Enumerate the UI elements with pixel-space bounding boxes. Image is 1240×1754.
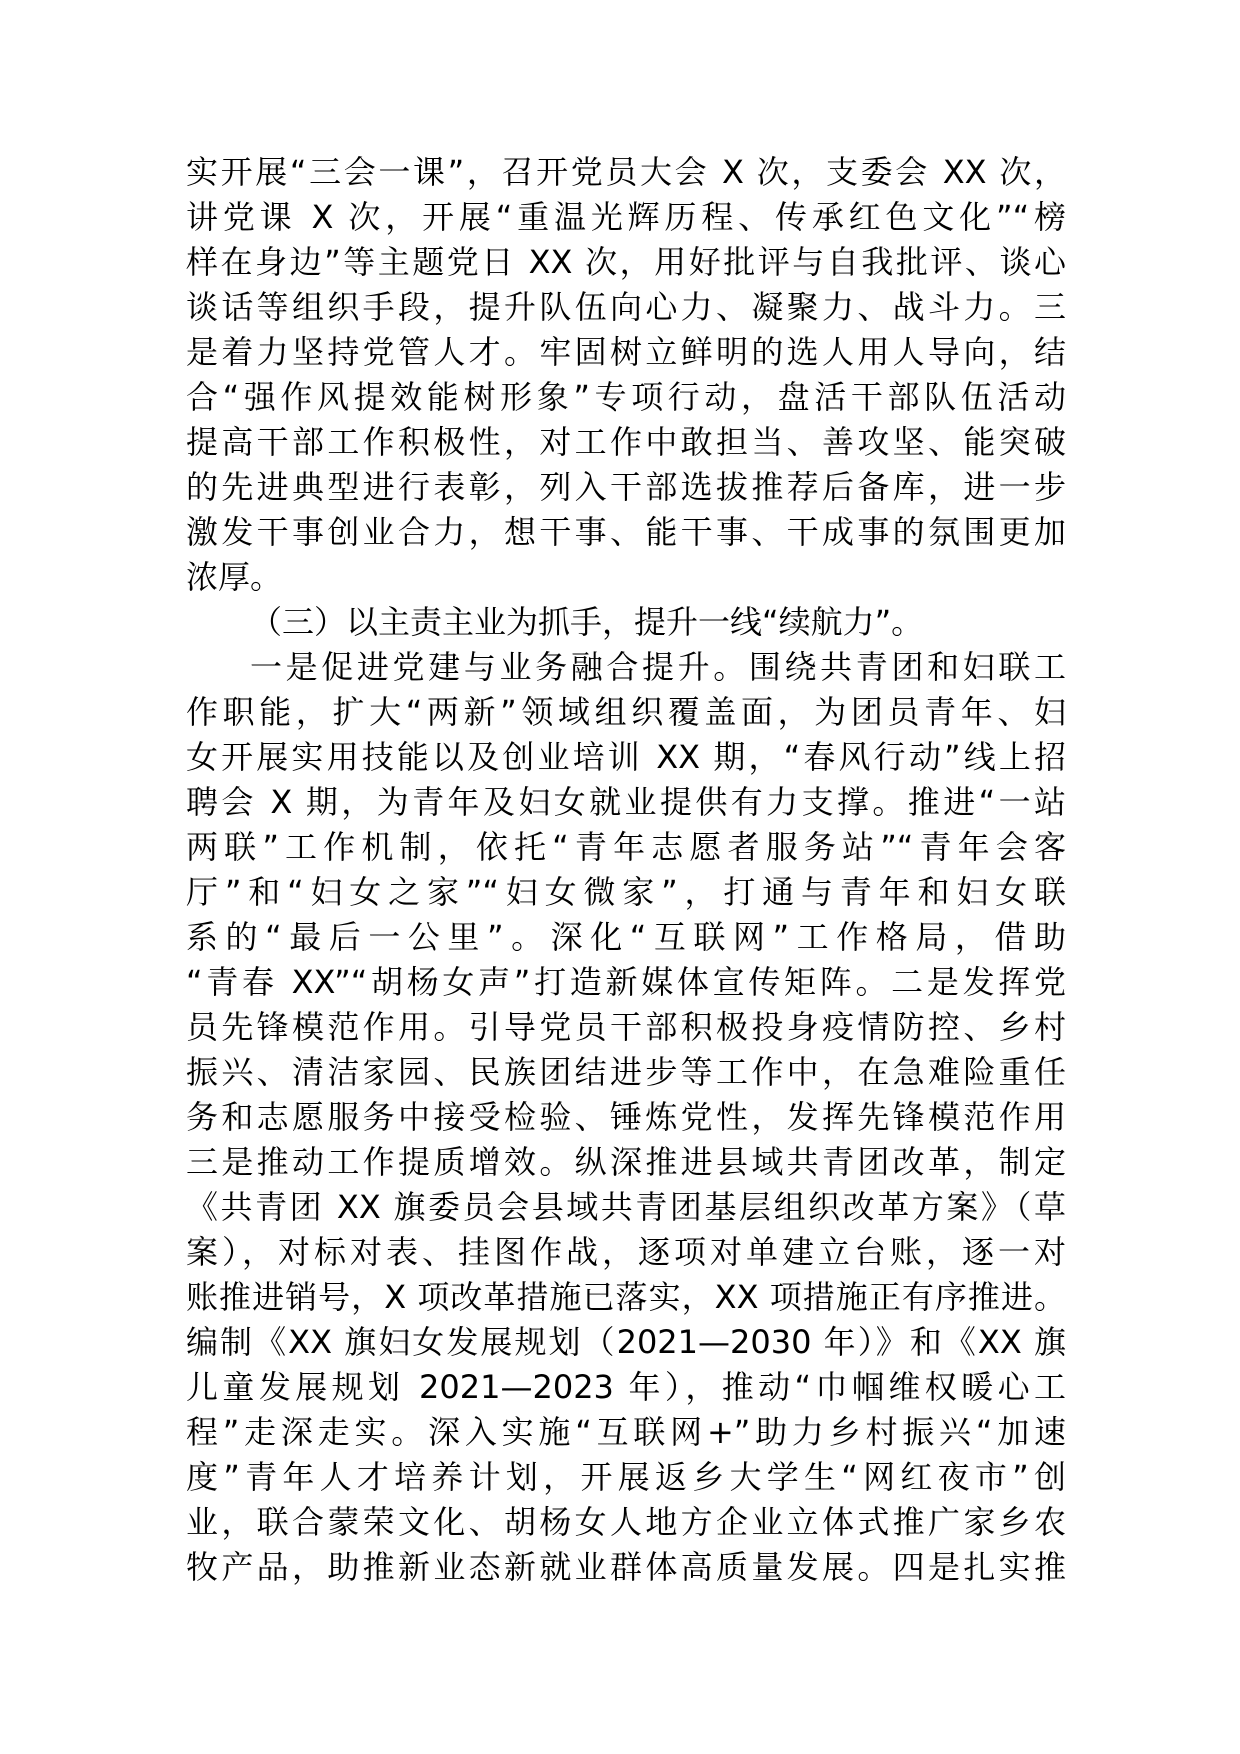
text-line: 聘会 X 期，为青年及妇女就业提供有力支撑。推进“一站 [186, 783, 1066, 821]
document-body [186, 150, 1066, 1590]
text-line: 的先进典型进行表彰，列入干部选拔推荐后备库，进一步 [186, 468, 1066, 506]
text-line: “青春 XX”“胡杨女声”打造新媒体宣传矩阵。二是发挥党 [186, 963, 1066, 1001]
text-line: 务和志愿服务中接受检验、锤炼党性，发挥先锋模范作用 [186, 1098, 1066, 1136]
text-line: 案），对标对表、挂图作战，逐项对单建立台账，逐一对 [186, 1233, 1066, 1271]
text-line: 三是推动工作提质增效。纵深推进县域共青团改革，制定 [186, 1143, 1066, 1181]
text-line: 牧产品，助推新业态新就业群体高质量发展。四是扎实推 [186, 1548, 1066, 1586]
text-line: 系的“最后一公里”。深化“互联网”工作格局，借助 [186, 918, 1066, 956]
text-line: 激发干事创业合力，想干事、能干事、干成事的氛围更加 [186, 513, 1066, 551]
text-line: 两联”工作机制，依托“青年志愿者服务站”“青年会客 [186, 828, 1066, 866]
text-line: 是着力坚持党管人才。牢固树立鲜明的选人用人导向，结 [186, 333, 1066, 371]
text-line: 实开展“三会一课”，召开党员大会 X 次，支委会 XX 次， [186, 153, 1066, 191]
text-line: 《共青团 XX 旗委员会县域共青团基层组织改革方案》（草 [186, 1188, 1066, 1226]
text-line: 厅”和“妇女之家”“妇女微家”，打通与青年和妇女联 [186, 873, 1066, 911]
text-line: 女开展实用技能以及创业培训 XX 期，“春风行动”线上招 [186, 738, 1066, 776]
paragraph-first-line: 一是促进党建与业务融合提升。围绕共青团和妇联工 [250, 648, 1066, 686]
text-line: 作职能，扩大“两新”领域组织覆盖面，为团员青年、妇 [186, 693, 1066, 731]
section-heading: （三）以主责主业为抓手，提升一线“续航力”。 [250, 603, 924, 641]
text-line: 账推进销号，X 项改革措施已落实，XX 项措施正有序推进。 [186, 1278, 1066, 1316]
text-line: 员先锋模范作用。引导党员干部积极投身疫情防控、乡村 [186, 1008, 1066, 1046]
text-line: 合“强作风提效能树形象”专项行动，盘活干部队伍活动 [186, 378, 1066, 416]
text-line: 浓厚。 [186, 558, 283, 596]
text-line: 提高干部工作积极性，对工作中敢担当、善攻坚、能突破 [186, 423, 1066, 461]
text-line: 儿童发展规划 2021—2023 年），推动“巾帼维权暖心工 [186, 1368, 1066, 1406]
text-line: 编制《XX 旗妇女发展规划（2021—2030 年）》和《XX 旗 [186, 1323, 1066, 1361]
text-line: 振兴、清洁家园、民族团结进步等工作中，在急难险重任 [186, 1053, 1066, 1091]
text-line: 度”青年人才培养计划，开展返乡大学生“网红夜市”创 [186, 1458, 1066, 1496]
text-line: 谈话等组织手段，提升队伍向心力、凝聚力、战斗力。三 [186, 288, 1066, 326]
text-line: 程”走深走实。深入实施“互联网+”助力乡村振兴“加速 [186, 1413, 1066, 1451]
text-line: 讲党课 X 次，开展“重温光辉历程、传承红色文化”“榜 [186, 198, 1066, 236]
text-line: 样在身边”等主题党日 XX 次，用好批评与自我批评、谈心 [186, 243, 1066, 281]
text-line: 业，联合蒙荣文化、胡杨女人地方企业立体式推广家乡农 [186, 1503, 1066, 1541]
